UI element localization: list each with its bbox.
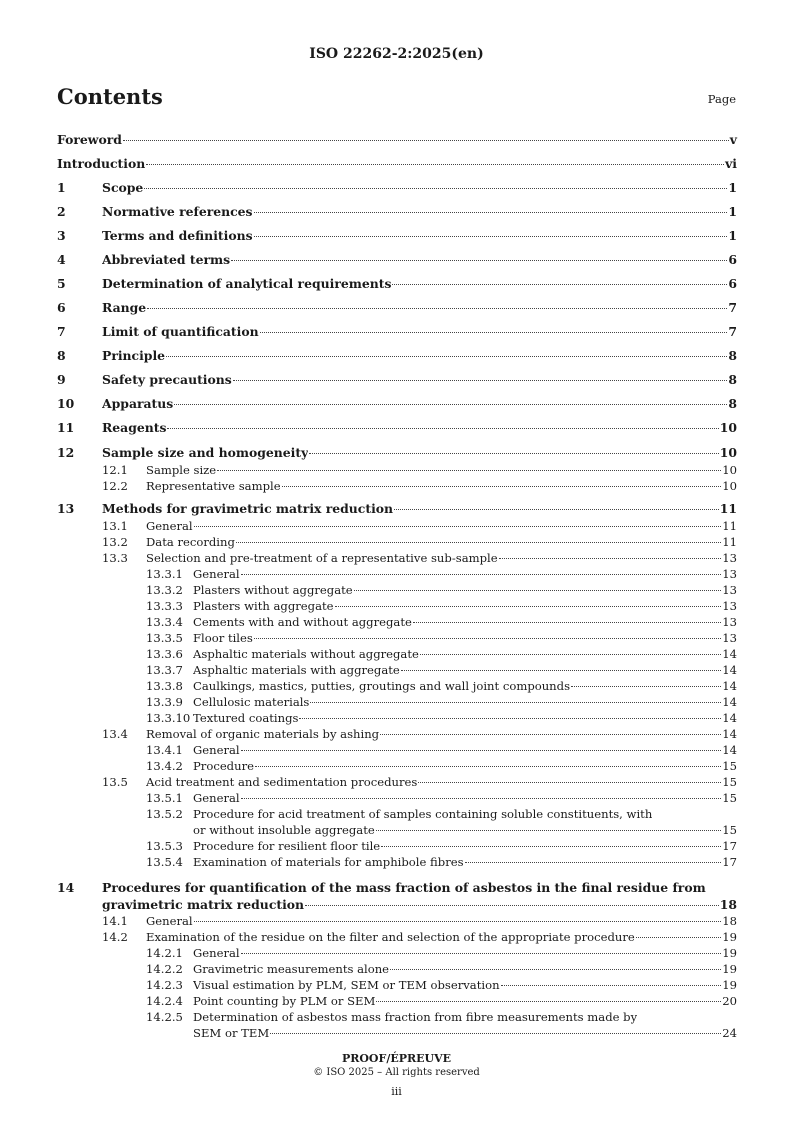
toc-title: Procedure for resilient floor tile — [193, 839, 381, 853]
leader-dots — [401, 670, 721, 671]
toc-entry-13-3-7[interactable] — [57, 662, 737, 678]
toc-entry-13-4-1[interactable] — [57, 742, 737, 758]
toc-page: 20 — [722, 994, 737, 1008]
leader-dots — [465, 862, 722, 863]
toc-number: 9 — [57, 372, 66, 387]
toc-page: 10 — [722, 463, 737, 477]
toc-title: Examination of the residue on the filter and selection of the appropriate procedure — [146, 930, 635, 944]
toc-title: Data recording — [146, 535, 235, 549]
leader-dots — [270, 1033, 721, 1034]
toc-page: 13 — [722, 615, 737, 629]
leader-dots — [299, 718, 721, 719]
toc-page: 13 — [722, 551, 737, 565]
toc-entry-6[interactable] — [57, 296, 737, 320]
toc-entry-14-2[interactable] — [57, 929, 737, 945]
toc-title: Representative sample — [146, 479, 281, 493]
toc-title: General — [193, 946, 240, 960]
toc-page: 15 — [722, 823, 737, 837]
toc-page: 17 — [722, 855, 737, 869]
toc-entry-13-5-3[interactable] — [57, 838, 737, 854]
toc-entry-9[interactable] — [57, 368, 737, 392]
toc-number: 13.5.2 — [146, 807, 183, 821]
toc-entry-7[interactable] — [57, 320, 737, 344]
toc-number: 13.5 — [102, 775, 128, 789]
toc-title: Introduction — [57, 156, 146, 171]
leader-dots — [241, 798, 722, 799]
toc-title: Gravimetric measurements alone — [193, 962, 390, 976]
leader-dots — [282, 486, 722, 487]
toc-page: 13 — [722, 567, 737, 581]
toc-entry-8[interactable] — [57, 344, 737, 368]
toc-entry-13-3-10[interactable] — [57, 710, 737, 726]
toc-number: 3 — [57, 228, 66, 243]
leader-dots — [231, 260, 727, 261]
toc-title: Limit of quantification — [102, 324, 259, 339]
leader-dots — [305, 905, 719, 906]
toc-title: Determination of asbestos mass fraction from fibre measurements made by — [193, 1010, 638, 1024]
leader-dots — [254, 212, 728, 213]
toc-number: 13.4.2 — [146, 759, 183, 773]
toc-title: Asphaltic materials with aggregate — [193, 663, 400, 677]
toc-title: Cellulosic materials — [193, 695, 310, 709]
toc-number: 11 — [57, 420, 75, 435]
toc-number: 13.1 — [102, 519, 128, 533]
leader-dots — [335, 606, 722, 607]
leader-dots — [636, 937, 721, 938]
toc-number: 14.2.2 — [146, 962, 183, 976]
toc-entry-13-3-2[interactable] — [57, 582, 737, 598]
toc-page: 19 — [722, 962, 737, 976]
toc-title: Acid treatment and sedimentation procedures — [146, 775, 418, 789]
toc-entry-13-1[interactable] — [57, 518, 737, 534]
toc-entry-introduction[interactable] — [57, 152, 737, 176]
toc-title: Methods for gravimetric matrix reduction — [102, 501, 394, 516]
toc-page: 14 — [722, 679, 737, 693]
toc-number: 7 — [57, 324, 66, 339]
leader-dots — [413, 622, 721, 623]
toc-title: General — [193, 791, 240, 805]
toc-number: 10 — [57, 396, 75, 411]
toc-title: Determination of analytical requirements — [102, 276, 392, 291]
toc-page: 14 — [722, 727, 737, 741]
toc-title: Point counting by PLM or SEM — [193, 994, 376, 1008]
leader-dots — [144, 188, 727, 189]
toc-title: Plasters without aggregate — [193, 583, 353, 597]
toc-page: 18 — [722, 914, 737, 928]
toc-title: Abbreviated terms — [102, 252, 231, 267]
toc-number: 12.2 — [102, 479, 128, 493]
toc-entry-13-5-2-line2[interactable] — [57, 822, 737, 838]
toc-number: 13.3.9 — [146, 695, 183, 709]
toc-page: 6 — [728, 276, 737, 291]
toc-page: 24 — [722, 1026, 737, 1040]
toc-entry-13-3-3[interactable] — [57, 598, 737, 614]
toc-title: Caulkings, mastics, putties, groutings and wall joint compounds — [193, 679, 571, 693]
leader-dots — [236, 542, 721, 543]
toc-page: 14 — [722, 743, 737, 757]
toc-number: 8 — [57, 348, 66, 363]
leader-dots — [241, 574, 722, 575]
toc-page: 13 — [722, 631, 737, 645]
toc-page: 11 — [722, 519, 737, 533]
toc-page: 14 — [722, 695, 737, 709]
toc-entry-13-5-4[interactable] — [57, 854, 737, 870]
leader-dots — [354, 590, 722, 591]
toc-title: Normative references — [102, 204, 253, 219]
toc-entry-13-3-6[interactable] — [57, 646, 737, 662]
toc-title: Visual estimation by PLM, SEM or TEM observation — [193, 978, 500, 992]
toc-number: 13.3.3 — [146, 599, 183, 613]
toc-page: 19 — [722, 978, 737, 992]
toc-title: Foreword — [57, 132, 122, 147]
toc-entry-11[interactable] — [57, 416, 737, 440]
toc-number: 14.2.4 — [146, 994, 183, 1008]
toc-page: 1 — [728, 204, 737, 219]
leader-dots — [394, 509, 719, 510]
toc-page: 11 — [722, 535, 737, 549]
toc-entry-14-2-5-line2[interactable] — [57, 1025, 737, 1041]
toc-entry-3[interactable] — [57, 224, 737, 248]
toc-entry-12[interactable] — [57, 444, 737, 462]
toc-page: 15 — [722, 775, 737, 789]
contents-heading: Contents — [57, 84, 163, 109]
toc-page: 17 — [722, 839, 737, 853]
toc-page: 14 — [722, 663, 737, 677]
toc-number: 6 — [57, 300, 66, 315]
toc-entry-13-3[interactable] — [57, 550, 737, 566]
leader-dots — [392, 284, 727, 285]
toc-entry-13-3-9[interactable] — [57, 694, 737, 710]
toc-number: 4 — [57, 252, 66, 267]
toc-page: 8 — [728, 396, 737, 411]
toc-entry-14-1[interactable] — [57, 913, 737, 929]
toc-entry-5[interactable] — [57, 272, 737, 296]
toc-title: Apparatus — [102, 396, 174, 411]
leader-dots — [418, 782, 721, 783]
toc-title: Examination of materials for amphibole fibres — [193, 855, 464, 869]
toc-title: Removal of organic materials by ashing — [146, 727, 380, 741]
toc-entry-13[interactable] — [57, 500, 737, 518]
leader-dots — [174, 404, 727, 405]
toc-entry-13-4[interactable] — [57, 726, 737, 742]
toc-title: Safety precautions — [102, 372, 232, 387]
leader-dots — [376, 1001, 721, 1002]
leader-dots — [167, 428, 718, 429]
toc-entry-14-2-5-line1[interactable] — [57, 1009, 737, 1025]
toc-entry-13-5-1[interactable] — [57, 790, 737, 806]
leader-dots — [233, 380, 728, 381]
toc-entry-13-3-4[interactable] — [57, 614, 737, 630]
toc-number: 14.2.1 — [146, 946, 183, 960]
leader-dots — [501, 985, 722, 986]
toc-entry-13-4-2[interactable] — [57, 758, 737, 774]
proof-label: PROOF/ÉPREUVE — [341, 1052, 452, 1065]
toc-title: Procedure — [193, 759, 254, 773]
toc-number: 13.3.4 — [146, 615, 183, 629]
leader-dots — [254, 638, 721, 639]
toc-number: 13.3.1 — [146, 567, 183, 581]
toc-entry-14-2-3[interactable] — [57, 977, 737, 993]
toc-entry-foreword[interactable] — [57, 128, 737, 152]
leader-dots — [310, 702, 721, 703]
toc-entry-1[interactable] — [57, 176, 737, 200]
leader-dots — [123, 140, 729, 141]
toc-number: 13.5.4 — [146, 855, 183, 869]
leader-dots — [376, 830, 722, 831]
toc-number: 5 — [57, 276, 66, 291]
toc-title: General — [146, 519, 193, 533]
toc-number: 13.3.8 — [146, 679, 183, 693]
toc-entry-14-2-4[interactable] — [57, 993, 737, 1009]
page-column-label: Page — [707, 92, 736, 106]
leader-dots — [499, 558, 722, 559]
leader-dots — [147, 308, 727, 309]
leader-dots — [420, 654, 721, 655]
toc-title: or without insoluble aggregate — [193, 823, 375, 837]
toc-number: 13.3.7 — [146, 663, 183, 677]
leader-dots — [255, 766, 721, 767]
toc-page: 14 — [722, 711, 737, 725]
leader-dots — [309, 453, 718, 454]
toc-number: 14.2.5 — [146, 1010, 183, 1024]
toc-number: 14.2.3 — [146, 978, 183, 992]
toc-title: General — [193, 567, 240, 581]
copyright-notice: © ISO 2025 – All rights reserved — [313, 1067, 480, 1078]
leader-dots — [241, 750, 722, 751]
toc-page: 19 — [722, 930, 737, 944]
table-of-contents — [57, 128, 737, 1041]
toc-number: 13.3.2 — [146, 583, 183, 597]
toc-entry-12-2[interactable] — [57, 478, 737, 494]
leader-dots — [380, 734, 721, 735]
toc-page: 6 — [728, 252, 737, 267]
toc-number: 13.3 — [102, 551, 128, 565]
toc-entry-13-3-8[interactable] — [57, 678, 737, 694]
toc-number: 13.3.6 — [146, 647, 183, 661]
toc-page: 1 — [728, 180, 737, 195]
toc-page: 7 — [728, 300, 737, 315]
toc-number: 13.4 — [102, 727, 128, 741]
toc-number: 13.2 — [102, 535, 128, 549]
toc-entry-2[interactable] — [57, 200, 737, 224]
toc-title: Reagents — [102, 420, 167, 435]
toc-entry-4[interactable] — [57, 248, 737, 272]
leader-dots — [254, 236, 728, 237]
toc-entry-10[interactable] — [57, 392, 737, 416]
toc-number: 14 — [57, 880, 75, 895]
leader-dots — [571, 686, 721, 687]
toc-page: 15 — [722, 759, 737, 773]
toc-page: 15 — [722, 791, 737, 805]
toc-title: Range — [102, 300, 147, 315]
toc-title: Procedure for acid treatment of samples containing soluble constituents, with — [193, 807, 653, 821]
toc-title: General — [146, 914, 193, 928]
toc-number: 13 — [57, 501, 75, 516]
toc-page: v — [729, 132, 737, 147]
toc-title: General — [193, 743, 240, 757]
toc-title: Sample size — [146, 463, 217, 477]
leader-dots — [260, 332, 728, 333]
toc-title: Selection and pre-treatment of a representative sub-sample — [146, 551, 498, 565]
leader-dots — [390, 969, 721, 970]
toc-entry-13-3-1[interactable] — [57, 566, 737, 582]
toc-title: Procedures for quantification of the mass fraction of asbestos in the final residue from — [102, 880, 706, 895]
toc-page: 11 — [719, 501, 737, 516]
toc-page: 7 — [728, 324, 737, 339]
leader-dots — [241, 953, 722, 954]
leader-dots — [217, 470, 721, 471]
toc-page: 13 — [722, 599, 737, 613]
toc-number: 2 — [57, 204, 66, 219]
toc-title: Principle — [102, 348, 166, 363]
leader-dots — [166, 356, 727, 357]
toc-number: 14.2 — [102, 930, 128, 944]
toc-entry-13-3-5[interactable] — [57, 630, 737, 646]
toc-number: 13.4.1 — [146, 743, 183, 757]
leader-dots — [194, 921, 722, 922]
leader-dots — [194, 526, 722, 527]
document-id-header: ISO 22262-2:2025(en) — [309, 46, 484, 62]
toc-page: 8 — [728, 348, 737, 363]
toc-title: Cements with and without aggregate — [193, 615, 412, 629]
toc-title: Sample size and homogeneity — [102, 445, 309, 460]
toc-number: 13.3.10 — [146, 711, 191, 725]
page-number: iii — [391, 1085, 402, 1098]
toc-page: 10 — [719, 445, 737, 460]
toc-page: 10 — [722, 479, 737, 493]
toc-page: 1 — [728, 228, 737, 243]
toc-entry-12-1[interactable] — [57, 462, 737, 478]
toc-number: 14.1 — [102, 914, 128, 928]
toc-entry-14-2-1[interactable] — [57, 945, 737, 961]
leader-dots — [381, 846, 721, 847]
toc-title: SEM or TEM — [193, 1026, 270, 1040]
toc-number: 13.5.3 — [146, 839, 183, 853]
toc-entry-13-5[interactable] — [57, 774, 737, 790]
leader-dots — [146, 164, 724, 165]
toc-entry-13-5-2-line1[interactable] — [57, 806, 737, 822]
toc-page: vi — [725, 156, 737, 171]
toc-number: 12 — [57, 445, 75, 460]
toc-title: Textured coatings — [193, 711, 299, 725]
toc-entry-14-line1[interactable] — [57, 879, 737, 896]
toc-page: 8 — [728, 372, 737, 387]
toc-title: Scope — [102, 180, 144, 195]
toc-page: 19 — [722, 946, 737, 960]
toc-number: 13.5.1 — [146, 791, 183, 805]
toc-title: Asphaltic materials without aggregate — [193, 647, 419, 661]
toc-number: 13.3.5 — [146, 631, 183, 645]
toc-entry-14-2-2[interactable] — [57, 961, 737, 977]
toc-title: gravimetric matrix reduction — [102, 897, 305, 912]
toc-number: 1 — [57, 180, 66, 195]
toc-page: 13 — [722, 583, 737, 597]
toc-page: 10 — [719, 420, 737, 435]
toc-entry-14-line2[interactable] — [57, 896, 737, 913]
toc-entry-13-2[interactable] — [57, 534, 737, 550]
toc-number: 12.1 — [102, 463, 128, 477]
toc-page: 14 — [722, 647, 737, 661]
toc-title: Plasters with aggregate — [193, 599, 334, 613]
toc-title: Terms and definitions — [102, 228, 253, 243]
toc-page: 18 — [719, 897, 737, 912]
toc-title: Floor tiles — [193, 631, 253, 645]
